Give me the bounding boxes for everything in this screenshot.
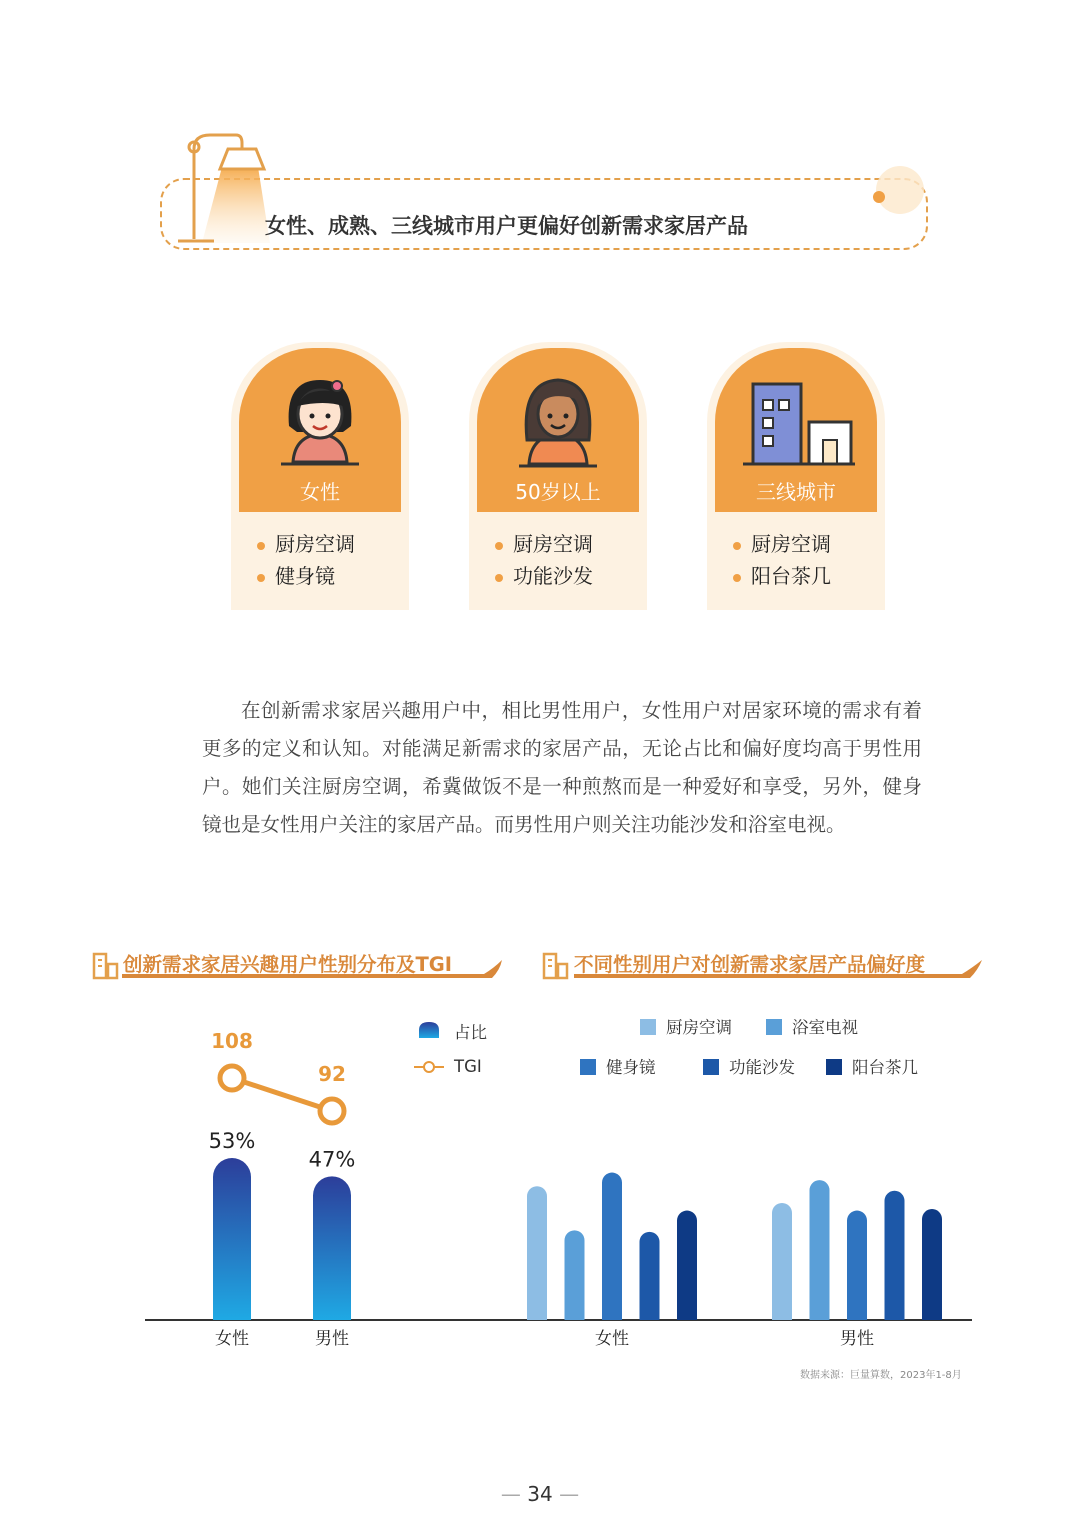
card-title: 三线城市: [756, 480, 836, 504]
bar-1-0: [772, 1203, 792, 1320]
legend-swatch-0: [640, 1019, 656, 1035]
list-item: 厨房空调: [495, 528, 593, 560]
x-tick-label: 女性: [595, 1329, 629, 1349]
bar-0-0: [527, 1186, 547, 1320]
list-item: 阳台茶几: [733, 560, 831, 592]
card-title: 女性: [300, 480, 340, 504]
tgi-label-1: 92: [318, 1061, 346, 1086]
bar-1-1: [810, 1180, 830, 1320]
data-label-share-0: 53%: [208, 1129, 256, 1153]
bar-0-4: [677, 1211, 697, 1320]
legend-label-1: 浴室电视: [792, 1018, 858, 1037]
x-tick-label: 女性: [215, 1329, 249, 1349]
legend-label-2: 健身镜: [606, 1058, 656, 1077]
chart-title-right: 不同性别用户对创新需求家居产品偏好度: [574, 953, 926, 976]
legend-label-4: 阳台茶几: [852, 1058, 918, 1077]
page-number: — 34 —: [500, 1482, 580, 1506]
x-tick-label: 男性: [315, 1329, 349, 1349]
list-item: 健身镜: [257, 560, 355, 592]
legend-label-share: 占比: [454, 1023, 487, 1042]
bar-0-3: [640, 1232, 660, 1320]
legend-label-tgi: TGI: [454, 1057, 482, 1076]
legend-label-3: 功能沙发: [729, 1058, 795, 1077]
bar-0-1: [565, 1230, 585, 1320]
bar-share-1: [313, 1176, 351, 1320]
bar-1-2: [847, 1211, 867, 1320]
x-tick-label: 男性: [840, 1329, 874, 1349]
bar-1-4: [922, 1209, 942, 1320]
bar-0-2: [602, 1173, 622, 1320]
data-label-share-1: 47%: [308, 1147, 356, 1172]
bar-1-3: [885, 1191, 905, 1320]
data-source-note: 数据来源：巨量算数，2023年1-8月: [800, 1370, 962, 1381]
bar-share-0: [213, 1158, 251, 1320]
legend-swatch-4: [826, 1059, 842, 1075]
legend-swatch-1: [766, 1019, 782, 1035]
legend-swatch-3: [703, 1059, 719, 1075]
list-item: 功能沙发: [495, 560, 593, 592]
legend-swatch-2: [580, 1059, 596, 1075]
list-item: 厨房空调: [733, 528, 831, 560]
right-chart: [527, 1018, 942, 1349]
tgi-point-1: [320, 1099, 344, 1123]
card-title: 50岁以上: [515, 480, 601, 504]
banner-title: 女性、成熟、三线城市用户更偏好创新需求家居产品: [265, 214, 748, 238]
tgi-line: [232, 1078, 332, 1111]
chart-title-left: 创新需求家居兴趣用户性别分布及TGI: [123, 953, 453, 976]
left-chart: [209, 1029, 356, 1349]
legend-label-0: 厨房空调: [666, 1018, 732, 1037]
tgi-point-0: [220, 1066, 244, 1090]
tgi-label-0: 108: [211, 1029, 253, 1053]
body-paragraph: 在创新需求家居兴趣用户中，相比男性用户，女性用户对居家环境的需求有着更多的定义和认知。对能满足新需求的家居产品，无论占比和偏好度均高于男性用户。她们关注厨房空调，希冀做饭不是一种煎熬而是一种爱好和享受，另外，健身镜也是女性用户关注的家居产品。而男性用户则关注功能沙发和浴室电视。: [202, 699, 922, 836]
list-item: 厨房空调: [257, 528, 355, 560]
